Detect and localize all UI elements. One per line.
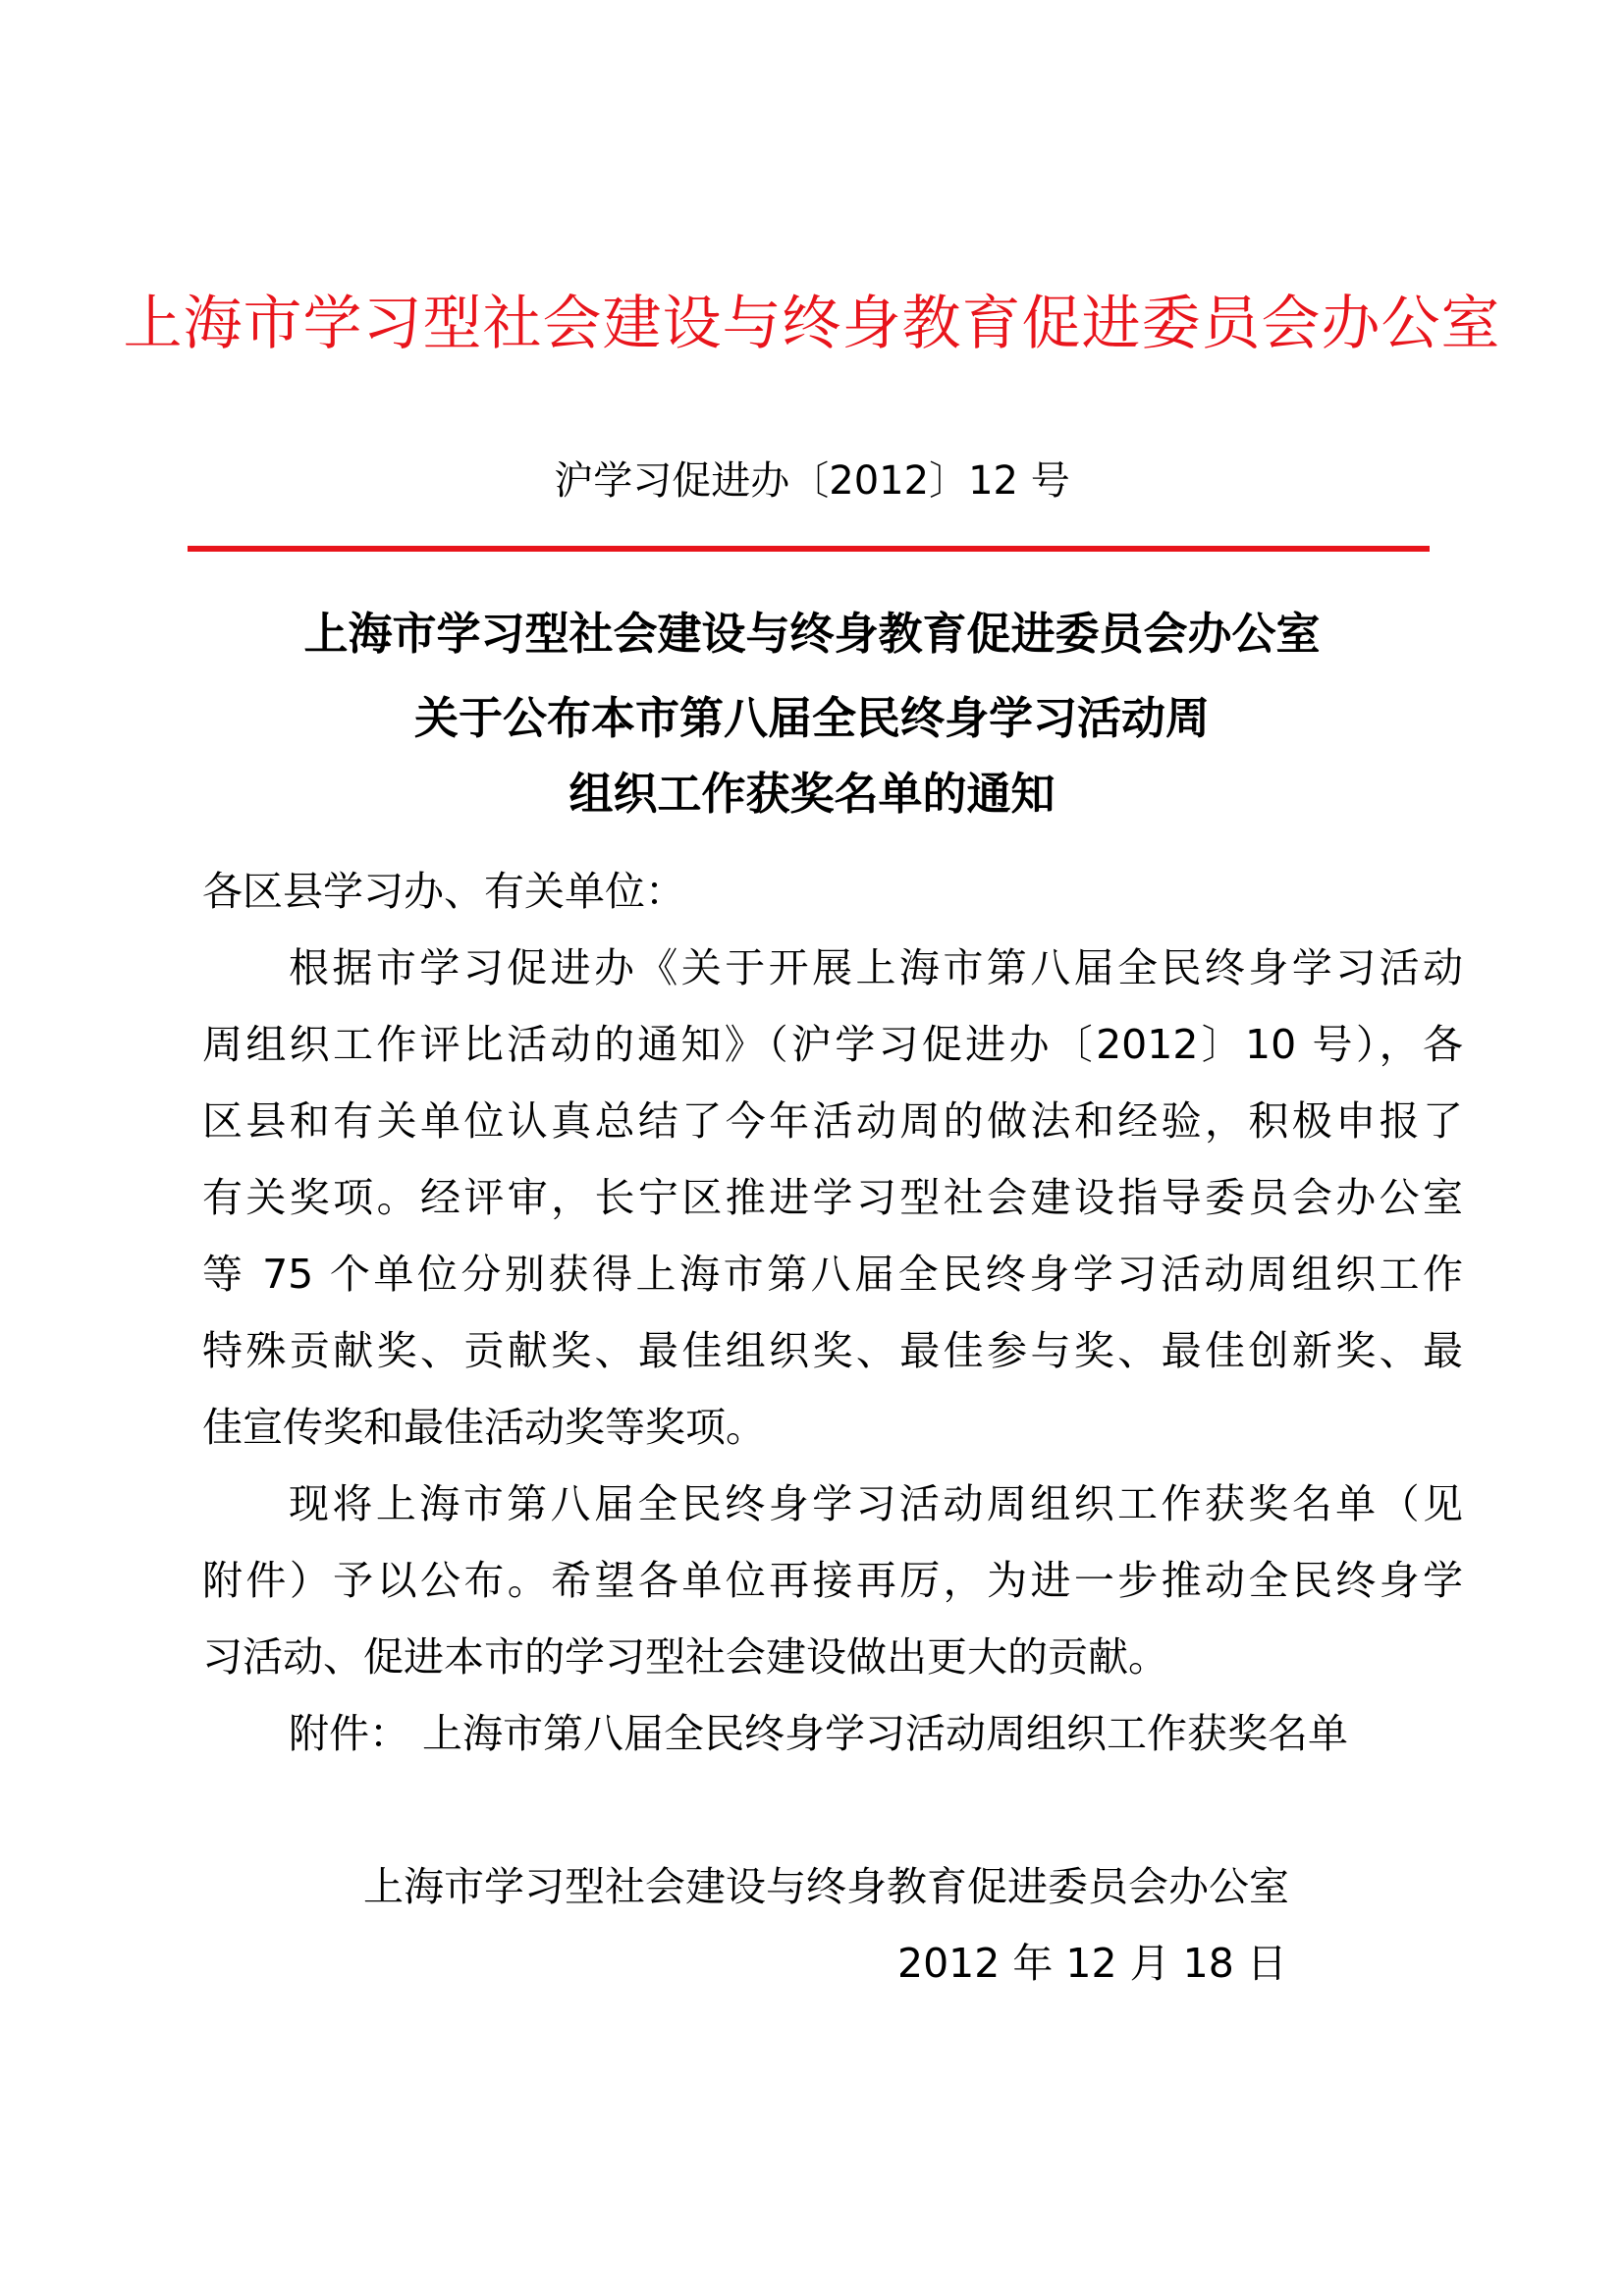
signature-date: 2012 年 12 月 18 日 (897, 1940, 1287, 1987)
paragraph-1-line: 有关奖项。经评审，长宁区推进学习型社会建设指导委员会办公室 (202, 1174, 1463, 1221)
document-title-line-2: 关于公布本市第八届全民终身学习活动周 (413, 692, 1210, 744)
paragraph-1-line: 特殊贡献奖、贡献奖、最佳组织奖、最佳参与奖、最佳创新奖、最 (202, 1327, 1463, 1374)
paragraph-2-line: 附件）予以公布。希望各单位再接再厉，为进一步推动全民终身学 (202, 1557, 1463, 1604)
paragraph-1-line: 根据市学习促进办《关于开展上海市第八届全民终身学习活动 (289, 944, 1463, 991)
paragraph-1-line: 佳宣传奖和最佳活动奖等奖项。 (202, 1404, 766, 1451)
attachment-note: 附件： 上海市第八届全民终身学习活动周组织工作获奖名单 (289, 1710, 1349, 1757)
paragraph-2-line: 现将上海市第八届全民终身学习活动周组织工作获奖名单（见 (289, 1480, 1463, 1527)
document-title-line-3: 组织工作获奖名单的通知 (568, 768, 1056, 820)
document-number: 沪学习促进办〔2012〕12 号 (554, 458, 1070, 504)
document-title-line-1: 上海市学习型社会建设与终身教育促进委员会办公室 (303, 608, 1321, 660)
paragraph-1-line: 等 75 个单位分别获得上海市第八届全民终身学习活动周组织工作 (202, 1251, 1463, 1298)
paragraph-2-line: 习活动、促进本市的学习型社会建设做出更大的贡献。 (202, 1633, 1168, 1681)
salutation: 各区县学习办、有关单位： (202, 868, 685, 915)
issuing-office-header: 上海市学习型社会建设与终身教育促进委员会办公室 (123, 290, 1501, 358)
paragraph-1-line: 区县和有关单位认真总结了今年活动周的做法和经验，积极申报了 (202, 1097, 1463, 1145)
red-divider-line (188, 546, 1430, 552)
signature-organization: 上海市学习型社会建设与终身教育促进委员会办公室 (363, 1863, 1289, 1910)
paragraph-1-line: 周组织工作评比活动的通知》（沪学习促进办〔2012〕10 号），各 (202, 1021, 1463, 1068)
